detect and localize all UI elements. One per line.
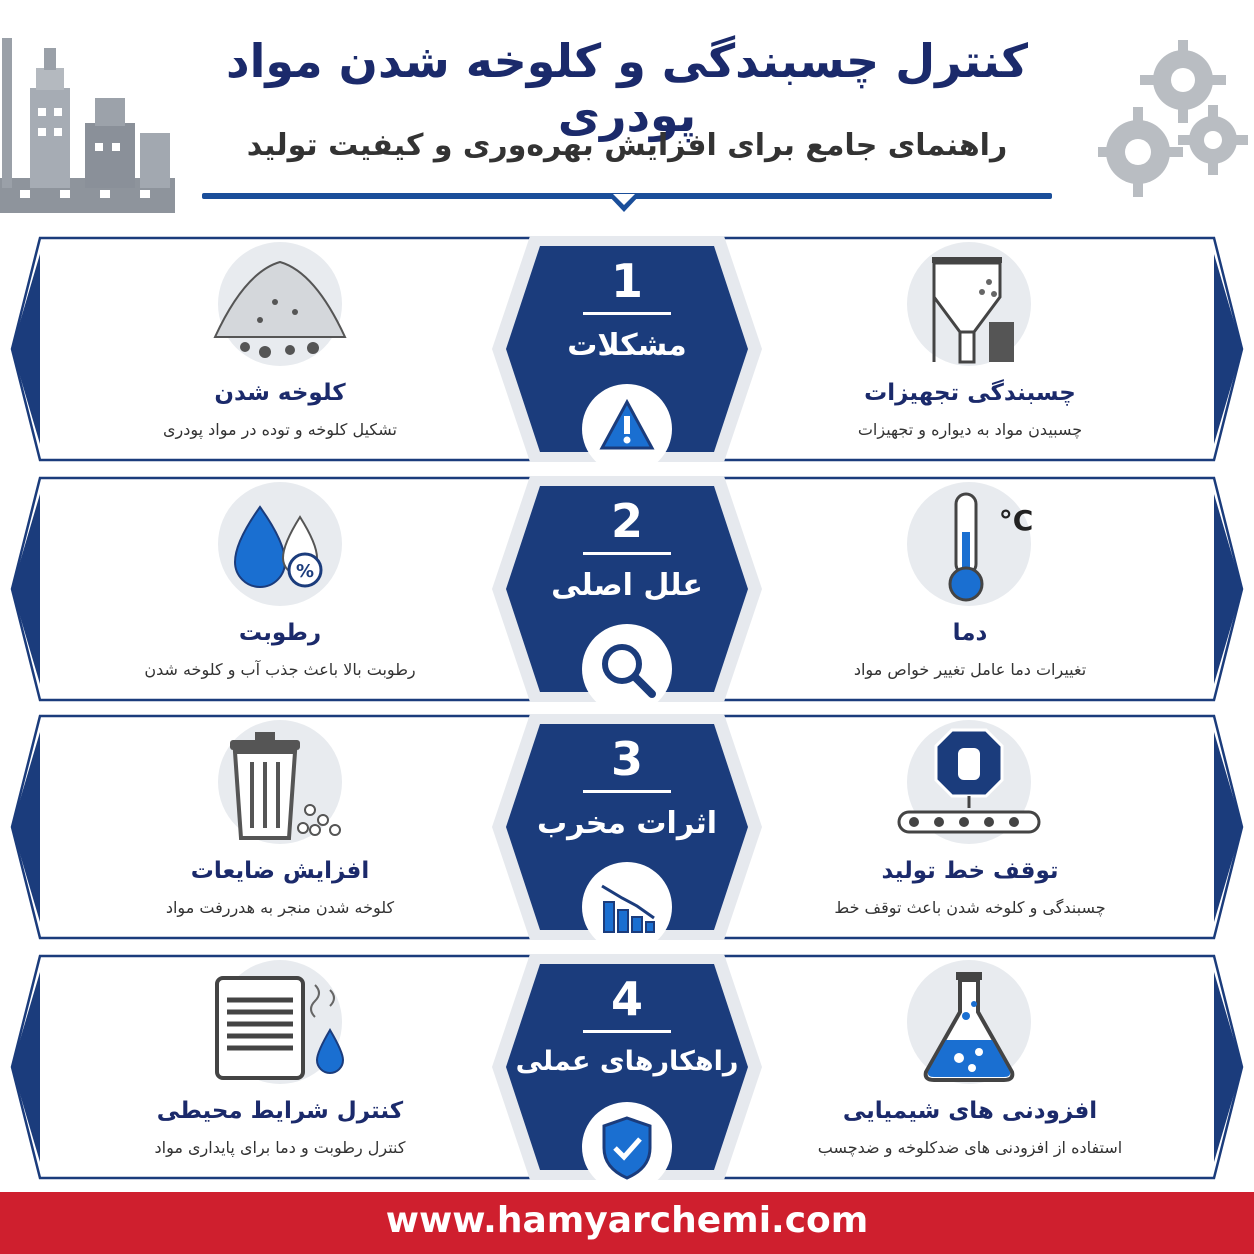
svg-text:%: % (295, 561, 315, 582)
card-description: استفاده از افزودنی های ضدکلوخه و ضدچسب (817, 1138, 1123, 1157)
dehumidifier-icon (205, 960, 355, 1090)
section-number: 3 (610, 732, 643, 786)
row-effects (10, 714, 1244, 940)
card-description: چسبیدن مواد به دیواره و تجهیزات (857, 420, 1083, 439)
section-label: اثرات مخرب (536, 806, 718, 841)
row-solutions (10, 954, 1244, 1180)
page-subtitle: راهنمای جامع برای افزایش بهره‌وری و کیفیت تولید (246, 128, 1008, 163)
section-label: راهکارهای عملی (515, 1046, 739, 1077)
trash-bin-icon (205, 720, 355, 850)
website-link[interactable]: www.hamyarchemi.com (385, 1200, 869, 1241)
card-title: افزایش ضایعات (190, 858, 370, 884)
warning-icon (582, 384, 672, 474)
row-causes (10, 476, 1244, 702)
card-description: چسبندگی و کلوخه شدن باعث توقف خط (834, 898, 1106, 917)
section-divider (583, 552, 671, 555)
powder-pile-icon (205, 242, 355, 372)
card-title: چسبندگی تجهیزات (864, 380, 1076, 406)
section-divider (583, 790, 671, 793)
card-title: رطوبت (238, 620, 322, 646)
card-title: کلوخه شدن (214, 380, 346, 406)
card-title: کنترل شرایط محیطی (156, 1098, 404, 1124)
card-title: توقف خط تولید (881, 858, 1059, 884)
declining-chart-icon (582, 862, 672, 952)
card-description: رطوبت بالا باعث جذب آب و کلوخه شدن (144, 660, 416, 679)
footer (0, 1192, 1254, 1254)
divider-notch-icon (607, 190, 641, 214)
card-description: تغییرات دما عامل تغییر خواص مواد (853, 660, 1087, 679)
flask-icon (894, 960, 1044, 1090)
section-number: 4 (610, 972, 643, 1026)
magnifier-icon (582, 624, 672, 714)
section-label: علل اصلی (551, 568, 703, 603)
shield-check-icon (582, 1102, 672, 1192)
card-description: کنترل رطوبت و دما برای پایداری مواد (154, 1138, 406, 1157)
section-number: 1 (610, 254, 643, 308)
svg-text:°C: °C (998, 504, 1034, 537)
factory-icon (0, 28, 175, 213)
page-title: کنترل چسبندگی و کلوخه شدن مواد پودری (225, 34, 1029, 142)
thermometer-icon (894, 482, 1044, 612)
gears-icon (1098, 40, 1248, 200)
card-description: تشکیل کلوخه و توده در مواد پودری (163, 420, 397, 439)
stop-conveyor-icon (894, 720, 1044, 850)
silo-icon (894, 242, 1044, 372)
section-label: مشکلات (567, 328, 687, 363)
card-description: کلوخه شدن منجر به هدررفت مواد (165, 898, 395, 917)
card-title: افزودنی های شیمیایی (842, 1098, 1098, 1124)
humidity-drops-icon (205, 482, 355, 612)
section-divider (583, 312, 671, 315)
card-title: دما (952, 620, 988, 646)
header (0, 0, 1254, 230)
row-problems (10, 236, 1244, 462)
section-divider (583, 1030, 671, 1033)
section-number: 2 (610, 494, 643, 548)
